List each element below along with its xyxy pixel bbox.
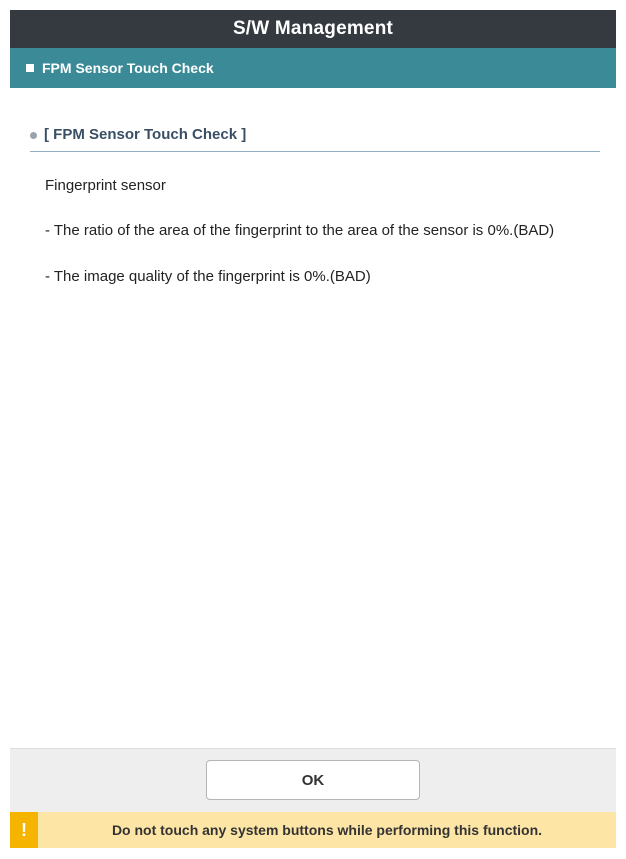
warning-bar <box>10 812 616 848</box>
content-heading-row <box>30 126 600 152</box>
ok-button[interactable]: OK <box>206 760 420 800</box>
result-line-image-quality: - The image quality of the fingerprint is 0%.(BAD) <box>45 268 371 285</box>
result-line-sensor: Fingerprint sensor <box>45 177 166 194</box>
window-title: S/W Management <box>10 10 616 48</box>
result-line-area-ratio: - The ratio of the area of the fingerprint to the area of the sensor is 0%.(BAD) <box>45 222 555 239</box>
content-area <box>10 88 616 748</box>
warning-icon: ! <box>10 812 38 848</box>
section-header <box>10 48 616 88</box>
content-heading: [ FPM Sensor Touch Check ] <box>44 126 247 143</box>
warning-text: Do not touch any system buttons while performing this function. <box>111 822 543 838</box>
section-title: FPM Sensor Touch Check <box>42 60 214 76</box>
bullet-icon <box>30 132 37 139</box>
square-icon <box>26 64 34 72</box>
footer <box>10 748 616 812</box>
